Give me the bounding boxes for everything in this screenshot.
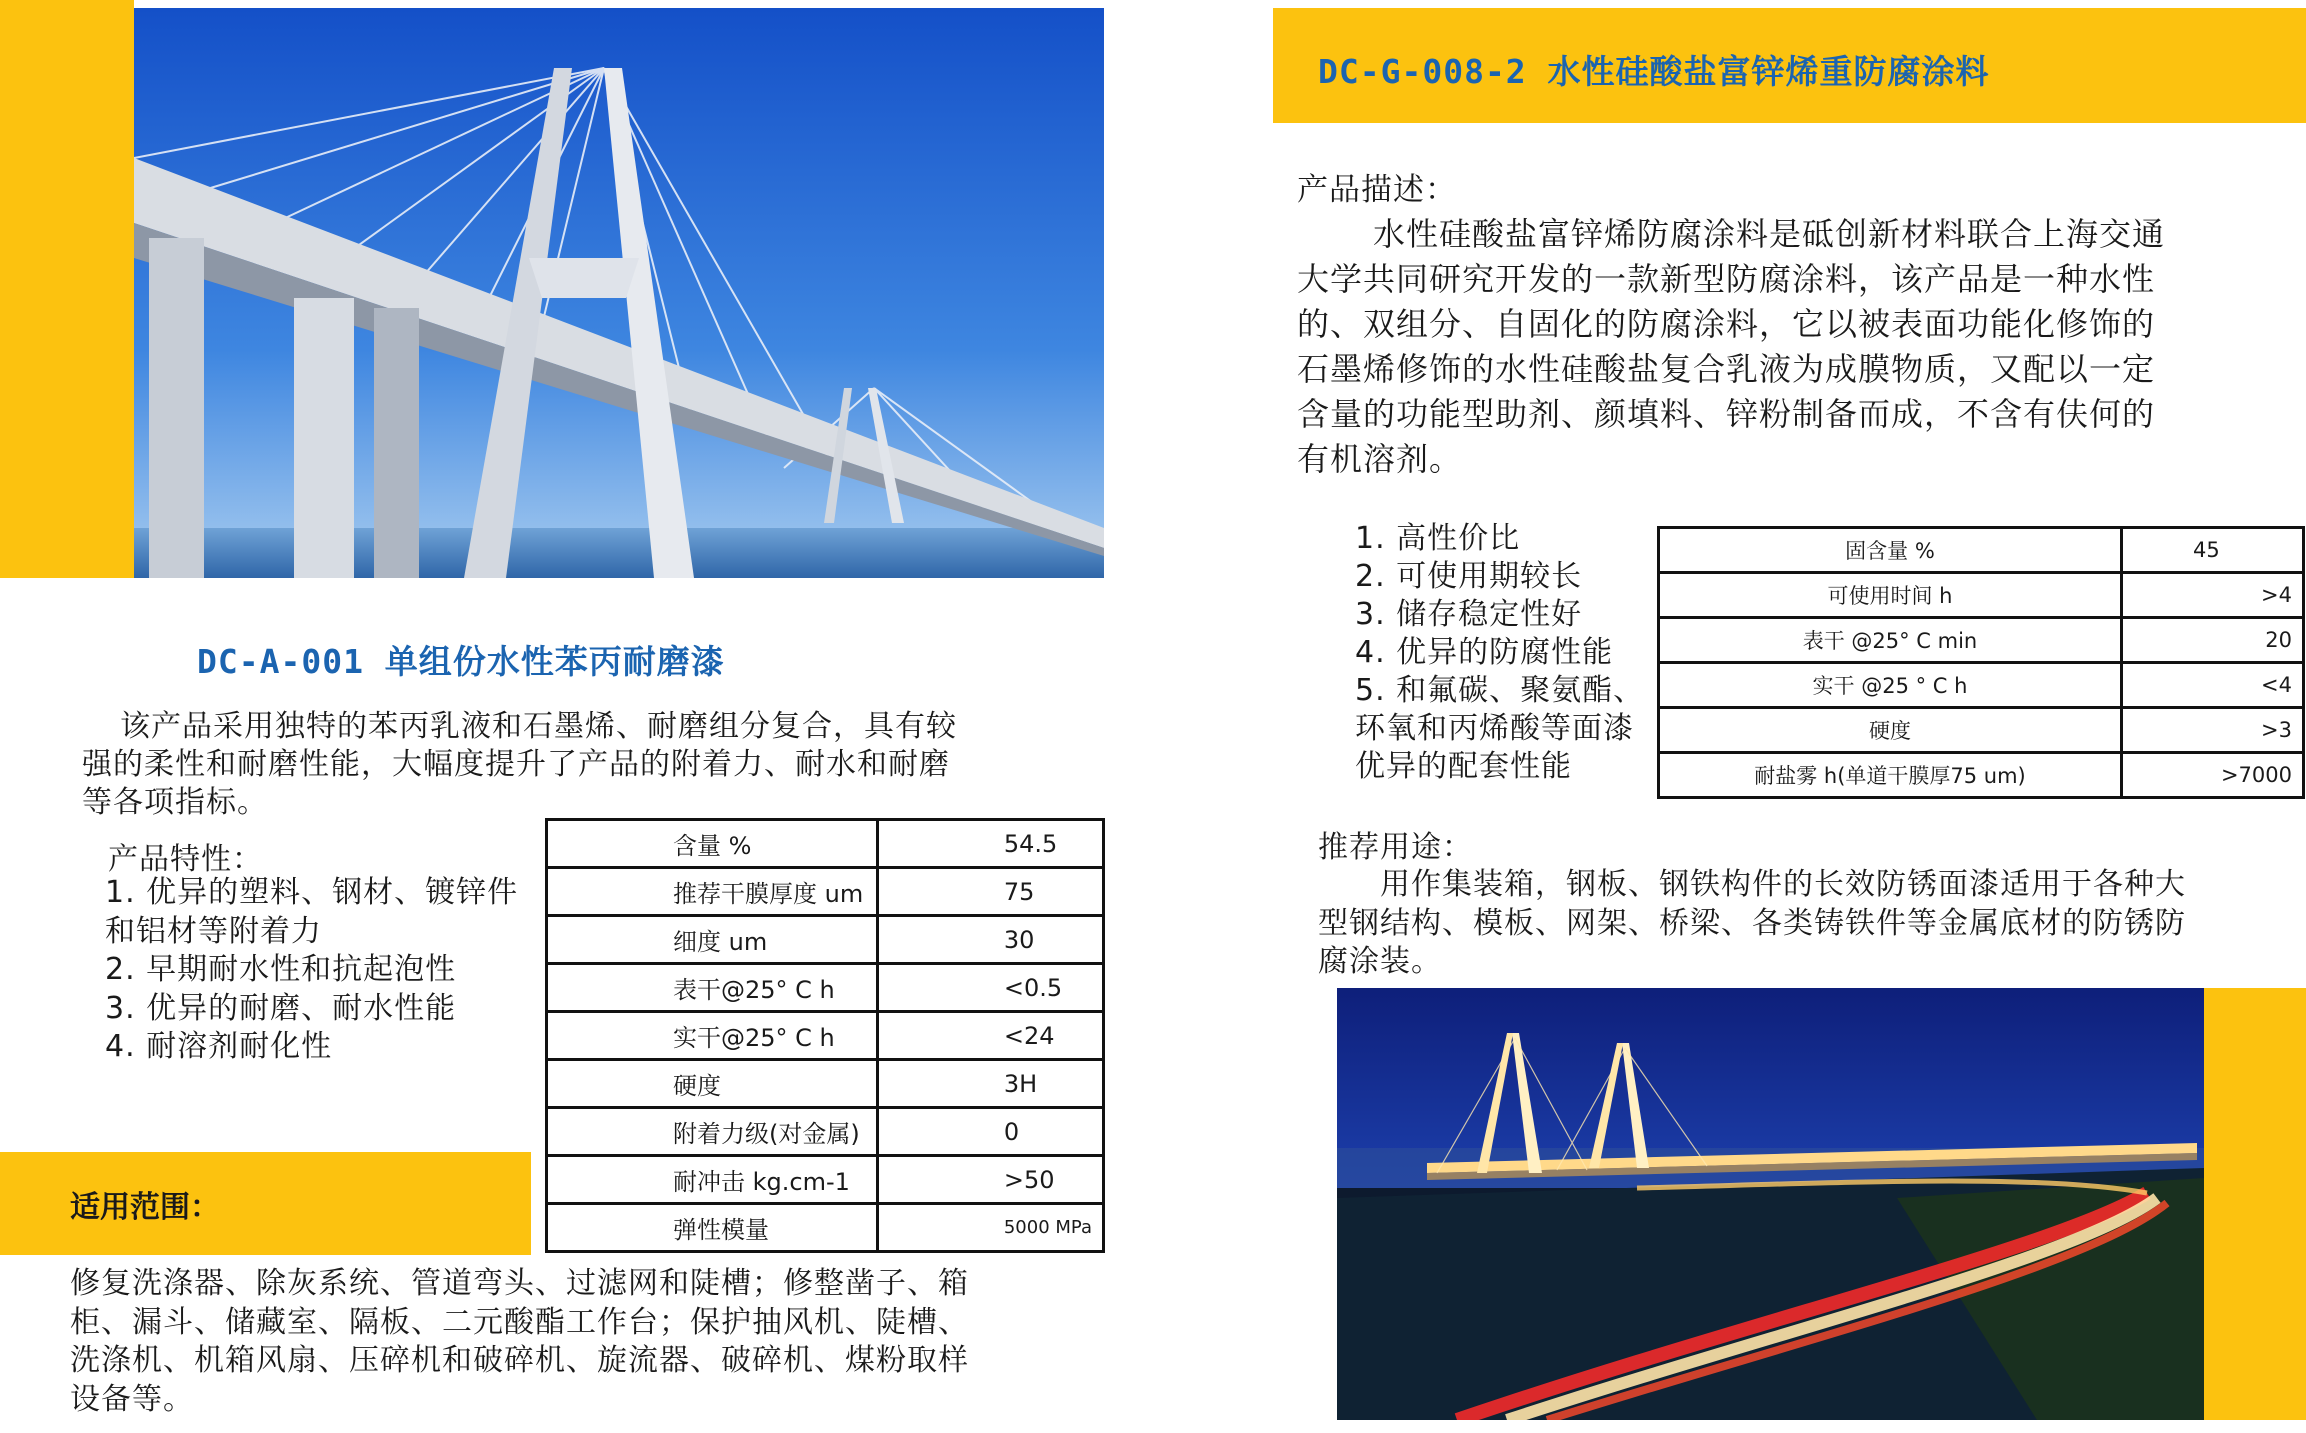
spec-value: 54.5 (877, 820, 1103, 868)
spec-row (1659, 528, 2304, 573)
left-spec-table (545, 818, 1105, 1253)
spec-name: 细度 um (547, 916, 878, 964)
spec-value: 30 (877, 916, 1103, 964)
usage-line: 腐涂装。 (1318, 944, 1442, 979)
spec-row (547, 964, 1104, 1012)
spec-row (547, 820, 1104, 868)
spec-name: 硬度 (1659, 708, 2122, 753)
spec-name: 含量 % (547, 820, 878, 868)
spec-row (1659, 753, 2304, 798)
spec-value: <0.5 (877, 964, 1103, 1012)
spec-value: <4 (2122, 663, 2304, 708)
left-intro (82, 708, 1022, 822)
spec-row (547, 1156, 1104, 1204)
spec-value: >7000 (2122, 753, 2304, 798)
right-product-title: DC-G-008-2 水性硅酸盐富锌烯重防腐涂料 (1318, 52, 1990, 91)
bridge-photo-day (134, 8, 1104, 578)
spec-value: 5000 MPa (877, 1204, 1103, 1252)
spec-name: 推荐干膜厚度 um (547, 868, 878, 916)
usage-line: 用作集装箱，钢板、钢铁构件的长效防锈面漆适用于各种大 (1380, 867, 2186, 902)
feature-item: 4. 耐溶剂耐化性 (105, 1029, 333, 1064)
left-intro-line: 等各项指标。 (82, 785, 268, 820)
usage-line: 型钢结构、模板、网架、桥梁、各类铸铁件等金属底材的防锈防 (1318, 905, 2186, 941)
spec-name: 实干 @25 ° C h (1659, 663, 2122, 708)
desc-line: 石墨烯修饰的水性硅酸盐复合乳液为成膜物质，又配以一定 (1297, 350, 2156, 388)
spec-row (547, 1204, 1104, 1252)
spec-value: 3H (877, 1060, 1103, 1108)
spec-row (547, 1108, 1104, 1156)
scope-line: 洗涤机、机箱风扇、压碎机和破碎机、旋流器、破碎机、煤粉取样 (70, 1343, 969, 1378)
right-yellow-bar-bottom (2204, 988, 2306, 1420)
right-spec-table (1657, 526, 2305, 799)
spec-name: 耐冲击 kg.cm-1 (547, 1156, 878, 1204)
spec-value: 75 (877, 868, 1103, 916)
feature-item: 优异的配套性能 (1355, 749, 1572, 784)
spec-name: 可使用时间 h (1659, 573, 2122, 618)
desc-line: 的、双组分、自固化的防腐涂料，它以被表面功能化修饰的 (1297, 305, 2156, 343)
spec-value: >3 (2122, 708, 2304, 753)
bridge-night-illustration (1337, 988, 2204, 1420)
spec-name: 实干@25° C h (547, 1012, 878, 1060)
spec-value: >50 (877, 1156, 1103, 1204)
scope-line: 柜、漏斗、储藏室、隔板、二元酸酯工作台；保护抽风机、陡槽、 (70, 1304, 969, 1340)
spec-row (1659, 663, 2304, 708)
spec-row (547, 1012, 1104, 1060)
spec-value: 45 (2122, 528, 2304, 573)
right-usage (1318, 866, 2186, 982)
scope-line: 修复洗涤器、除灰系统、管道弯头、过滤网和陡槽；修整凿子、箱 (70, 1266, 969, 1301)
spec-row (547, 916, 1104, 964)
spec-value: >4 (2122, 573, 2304, 618)
desc-line: 含量的功能型助剂、颜填料、锌粉制备而成，不含有伕何的 (1297, 395, 2156, 433)
spec-name: 表干@25° C h (547, 964, 878, 1012)
right-title-banner (1273, 8, 2306, 123)
right-usage-heading: 推荐用途： (1318, 830, 1473, 865)
desc-line: 大学共同研究开发的一款新型防腐涂料，该产品是一种水性 (1297, 260, 2156, 298)
feature-item: 2. 可使用期较长 (1355, 559, 1583, 594)
feature-item: 3. 储存稳定性好 (1355, 597, 1583, 632)
spec-row (1659, 618, 2304, 663)
left-product-title: DC-A-001 单组份水性苯丙耐磨漆 (197, 642, 725, 681)
spec-name: 耐盐雾 h(单道干膜厚75 um) (1659, 753, 2122, 798)
spec-name: 固含量 % (1659, 528, 2122, 573)
left-scope-banner (0, 1152, 531, 1255)
bridge-photo-night (1337, 988, 2204, 1420)
bridge-day-illustration (134, 8, 1104, 578)
left-scope-text (70, 1265, 969, 1419)
feature-item: 和铝材等附着力 (105, 913, 322, 949)
spec-name: 附着力级(对金属) (547, 1108, 878, 1156)
left-yellow-bar-top (0, 0, 134, 578)
scope-line: 设备等。 (70, 1381, 194, 1417)
spec-value: 20 (2122, 618, 2304, 663)
spec-row (547, 868, 1104, 916)
feature-item: 1. 优异的塑料、钢材、镀锌件 (105, 875, 519, 910)
scope-heading: 适用范围： (70, 1190, 220, 1225)
right-desc-heading: 产品描述： (1297, 172, 1457, 208)
spec-name: 表干 @25° C min (1659, 618, 2122, 663)
spec-row (547, 1060, 1104, 1108)
desc-line: 水性硅酸盐富锌烯防腐涂料是砥创新材料联合上海交通 (1373, 215, 2166, 253)
feature-item: 3. 优异的耐磨、耐水性能 (105, 990, 457, 1026)
left-intro-line: 强的柔性和耐磨性能，大幅度提升了产品的附着力、耐水和耐磨 (82, 747, 950, 782)
right-desc (1297, 212, 2297, 482)
spec-name: 硬度 (547, 1060, 878, 1108)
spec-name: 弹性模量 (547, 1204, 878, 1252)
left-features-list (105, 874, 518, 1067)
feature-item: 5. 和氟碳、聚氨酯、 (1355, 673, 1645, 708)
spec-value: <24 (877, 1012, 1103, 1060)
feature-item: 环氧和丙烯酸等面漆 (1355, 711, 1634, 746)
right-features-list (1355, 520, 1644, 786)
spec-row (1659, 708, 2304, 753)
desc-line: 有机溶剂。 (1297, 440, 1463, 478)
feature-item: 4. 优异的防腐性能 (1355, 635, 1614, 670)
spec-value: 0 (877, 1108, 1103, 1156)
spec-row (1659, 573, 2304, 618)
left-features-heading: 产品特性： (108, 842, 263, 877)
left-intro-line: 该产品采用独特的苯丙乳液和石墨烯、耐磨组分复合，具有较 (120, 709, 957, 744)
feature-item: 1. 高性价比 (1355, 521, 1521, 556)
feature-item: 2. 早期耐水性和抗起泡性 (105, 952, 457, 987)
